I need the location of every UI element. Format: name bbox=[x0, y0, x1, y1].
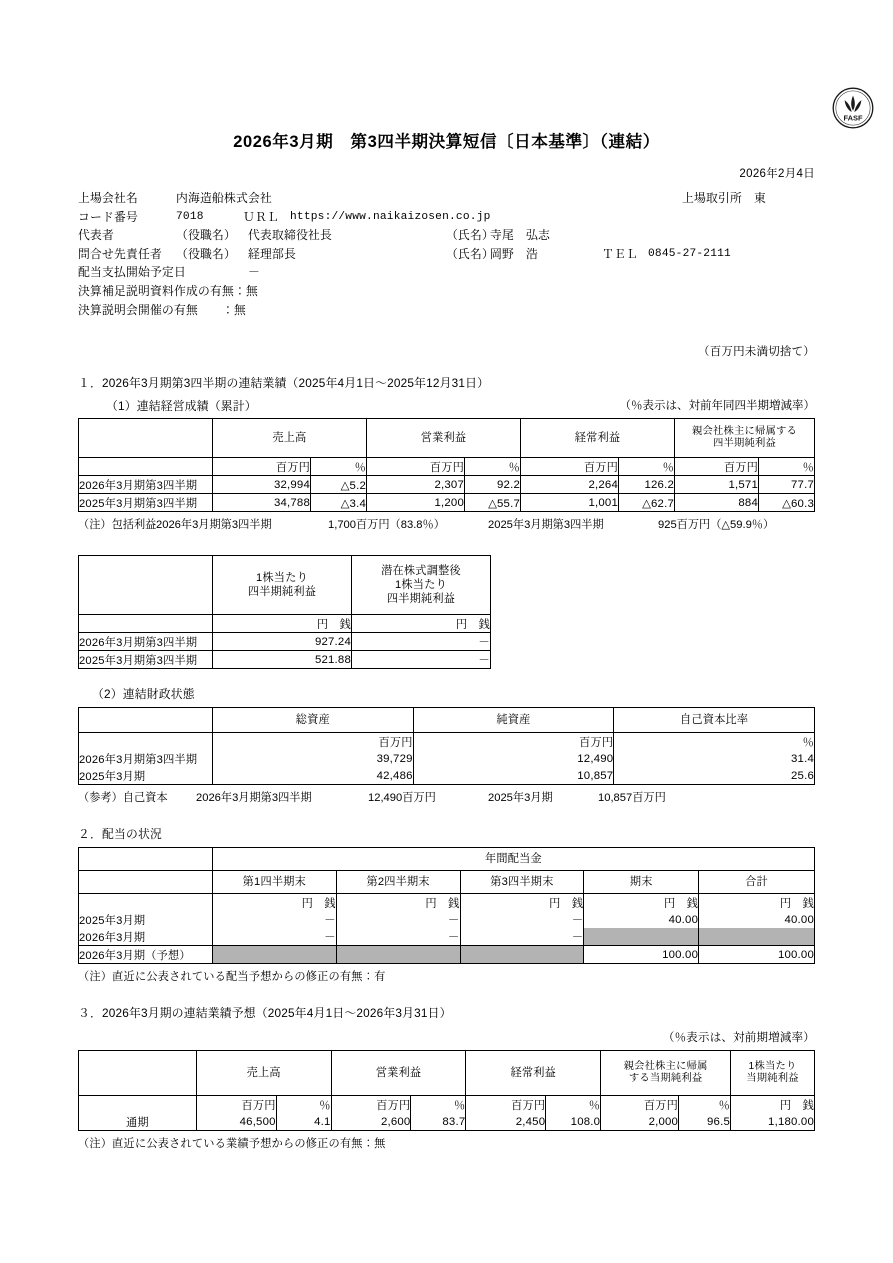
rounding-note: （百万円未満切捨て） bbox=[698, 346, 815, 359]
contact-row bbox=[78, 245, 815, 264]
reference-label: （参考）自己資本 bbox=[78, 792, 168, 805]
cell-value: － bbox=[336, 911, 460, 928]
cell-value: △3.4 bbox=[311, 494, 367, 512]
col-header-operating-income: 営業利益 bbox=[331, 1051, 466, 1096]
corner-cell bbox=[79, 419, 213, 458]
unit-net-assets: 百万円 bbox=[413, 733, 614, 751]
unit-eps: 円 銭 bbox=[731, 1096, 815, 1114]
comprehensive-note-label: （注）包括利益 bbox=[78, 519, 157, 532]
row-label: 2025年3月期第3四半期 bbox=[79, 651, 213, 669]
unit-ord-pct: ％ bbox=[619, 458, 675, 476]
tel-label: ＴＥＬ bbox=[602, 246, 638, 261]
table-header-row bbox=[79, 708, 815, 733]
header-info-block bbox=[78, 189, 815, 319]
representative-name-label: （氏名） bbox=[446, 228, 494, 243]
company-name: 内海造船株式会社 bbox=[176, 191, 272, 205]
unit-equity-ratio: ％ bbox=[614, 733, 815, 751]
col-header-ordinary-income: 経常利益 bbox=[466, 1051, 601, 1096]
briefing-label: 決算説明会開催の有無 ：無 bbox=[78, 302, 246, 317]
corner-cell-2 bbox=[79, 871, 213, 894]
dividend-start-label: 配当支払開始予定日 bbox=[78, 265, 186, 280]
tel-value: 0845-27-2111 bbox=[648, 247, 731, 260]
comprehensive-note-period1: 2026年3月期第3四半期 bbox=[156, 519, 272, 532]
corner-cell bbox=[79, 1051, 197, 1096]
cell-value: 2,600 bbox=[331, 1113, 411, 1131]
briefing-row bbox=[78, 301, 815, 320]
svg-text:FASF: FASF bbox=[843, 113, 863, 123]
table-header-row bbox=[79, 419, 815, 458]
col-header-net-income: 親会社株主に帰属 する当期純利益 bbox=[601, 1051, 731, 1096]
cell-value: 108.0 bbox=[546, 1113, 601, 1131]
cell-value: 92.2 bbox=[465, 476, 521, 494]
representative-label: 代表者 bbox=[78, 228, 114, 243]
unit-row bbox=[79, 1096, 815, 1114]
col-header-total: 合計 bbox=[699, 871, 815, 894]
row-label: 2026年3月期第3四半期 bbox=[79, 750, 213, 767]
table-row bbox=[79, 911, 815, 928]
col-header-total-assets: 総資産 bbox=[212, 708, 413, 733]
comprehensive-note-value2: 925百万円（△59.9％） bbox=[658, 519, 775, 532]
representative-title-label: （役職名） bbox=[176, 228, 236, 243]
cell-value: － bbox=[352, 651, 491, 669]
cell-value: △60.3 bbox=[759, 494, 815, 512]
company-row bbox=[78, 189, 815, 208]
unit-row-label-cell bbox=[79, 615, 213, 633]
unit-row bbox=[79, 894, 815, 912]
section1-subheading-row bbox=[78, 397, 815, 413]
cell-value: 100.00 bbox=[584, 946, 699, 964]
section4-pct-note: （％表示は、対前期増減率） bbox=[662, 1032, 815, 1045]
unit-total: 円 銭 bbox=[699, 894, 815, 912]
row-label: 2025年3月期 bbox=[79, 767, 213, 785]
unit-row bbox=[79, 458, 815, 476]
col-header-sales: 売上高 bbox=[213, 419, 367, 458]
cell-value: 96.5 bbox=[679, 1113, 731, 1131]
cell-value: 46,500 bbox=[196, 1113, 276, 1131]
row-label: 2025年3月期第3四半期 bbox=[79, 494, 213, 512]
cell-value: － bbox=[460, 911, 584, 928]
cell-value: 1,180.00 bbox=[731, 1113, 815, 1131]
col-header-net-assets: 純資産 bbox=[413, 708, 614, 733]
unit-net-yen: 百万円 bbox=[675, 458, 759, 476]
unit-net-yen: 百万円 bbox=[601, 1096, 679, 1114]
representative-row bbox=[78, 226, 815, 245]
supplement-label: 決算補足説明資料作成の有無：無 bbox=[78, 283, 258, 298]
unit-year-end: 円 銭 bbox=[584, 894, 699, 912]
row-label: 2025年3月期 bbox=[79, 911, 213, 928]
comprehensive-note-value1: 1,700百万円（83.8％） bbox=[328, 519, 445, 532]
table-row bbox=[79, 1113, 815, 1131]
eps-table bbox=[78, 555, 491, 669]
company-label: 上場会社名 bbox=[78, 191, 138, 205]
unit-row-label-cell bbox=[79, 894, 213, 912]
cell-value: － bbox=[352, 633, 491, 651]
supplement-row bbox=[78, 282, 815, 301]
cell-value: 521.88 bbox=[213, 651, 352, 669]
page-title: 2026年3月期 第3四半期決算短信〔日本基準〕（連結） bbox=[233, 133, 660, 151]
representative-title: 代表取締役社長 bbox=[248, 228, 332, 243]
unit-op-pct: ％ bbox=[411, 1096, 466, 1114]
row-label: 2026年3月期第3四半期 bbox=[79, 476, 213, 494]
url-label: ＵＲＬ bbox=[243, 209, 279, 224]
dividend-note: （注）直近に公表されている配当予想からの修正の有無：有 bbox=[78, 971, 386, 984]
cell-value: 34,788 bbox=[213, 494, 311, 512]
cell-value: 12,490 bbox=[413, 750, 614, 767]
row-label: 通期 bbox=[79, 1113, 197, 1131]
unit-q1: 円 銭 bbox=[212, 894, 336, 912]
cell-value: 25.6 bbox=[614, 767, 815, 785]
unit-ord-yen: 百万円 bbox=[466, 1096, 546, 1114]
forecast-note: （注）直近に公表されている業績予想からの修正の有無：無 bbox=[78, 1138, 386, 1151]
table-row bbox=[79, 946, 815, 964]
col-header-eps: 1株当たり 四半期純利益 bbox=[213, 556, 352, 615]
reference-value1: 12,490百万円 bbox=[368, 792, 436, 805]
reference-value2: 10,857百万円 bbox=[598, 792, 666, 805]
cell-value: 2,307 bbox=[367, 476, 465, 494]
row-label: 2026年3月期 bbox=[79, 928, 213, 946]
cell-value: 4.1 bbox=[276, 1113, 331, 1131]
cell-value: 2,450 bbox=[466, 1113, 546, 1131]
cell-value: 927.24 bbox=[213, 633, 352, 651]
cell-value: 10,857 bbox=[413, 767, 614, 785]
cell-value: 126.2 bbox=[619, 476, 675, 494]
section1-subheading: （1）連結経営成績（累計） bbox=[106, 399, 257, 414]
forecast-table bbox=[78, 1050, 815, 1131]
unit-q2: 円 銭 bbox=[336, 894, 460, 912]
cell-value: 2,000 bbox=[601, 1113, 679, 1131]
unit-ord-pct: ％ bbox=[546, 1096, 601, 1114]
table-row bbox=[79, 476, 815, 494]
cell-value: 83.7 bbox=[411, 1113, 466, 1131]
contact-name: 岡野 浩 bbox=[490, 246, 538, 261]
cell-value: 884 bbox=[675, 494, 759, 512]
cell-value: － bbox=[336, 928, 460, 946]
table-row bbox=[79, 750, 815, 767]
col-header-net-income: 親会社株主に帰属する 四半期純利益 bbox=[675, 419, 815, 458]
col-header-equity-ratio: 自己資本比率 bbox=[614, 708, 815, 733]
table-row bbox=[79, 633, 491, 651]
cell-value: △5.2 bbox=[311, 476, 367, 494]
cell-value: 31.4 bbox=[614, 750, 815, 767]
corner-cell bbox=[79, 556, 213, 615]
cell-value: 40.00 bbox=[699, 911, 815, 928]
financial-position-table bbox=[78, 707, 815, 785]
dividend-start-value: － bbox=[248, 265, 260, 280]
cell-shaded bbox=[584, 928, 699, 946]
corner-cell bbox=[79, 708, 213, 733]
comprehensive-income-note bbox=[78, 516, 815, 532]
table-header-row bbox=[79, 871, 815, 894]
unit-sales-pct: ％ bbox=[311, 458, 367, 476]
reference-period1: 2026年3月期第3四半期 bbox=[196, 792, 312, 805]
cell-value: － bbox=[460, 928, 584, 946]
cell-value: 1,001 bbox=[521, 494, 619, 512]
cell-shaded bbox=[212, 946, 336, 964]
unit-sales-pct: ％ bbox=[276, 1096, 331, 1114]
unit-net-pct: ％ bbox=[679, 1096, 731, 1114]
representative-name: 寺尾 弘志 bbox=[490, 228, 550, 243]
table-header-row bbox=[79, 556, 491, 615]
col-header-q3-end: 第3四半期末 bbox=[460, 871, 584, 894]
cell-value: 40.00 bbox=[584, 911, 699, 928]
unit-row-label-cell bbox=[79, 733, 213, 751]
exchange-label: 上場取引所 東 bbox=[682, 191, 766, 205]
url-value[interactable]: https://www.naikaizosen.co.jp bbox=[290, 210, 491, 223]
contact-name-label: （氏名） bbox=[446, 246, 494, 261]
section1-pct-note: （％表示は、対前年同四半期増減率） bbox=[619, 400, 815, 413]
unit-diluted-eps: 円 銭 bbox=[352, 615, 491, 633]
cell-value: 100.00 bbox=[699, 946, 815, 964]
unit-eps: 円 銭 bbox=[213, 615, 352, 633]
cell-value: 32,994 bbox=[213, 476, 311, 494]
col-header-ordinary-income: 経常利益 bbox=[521, 419, 675, 458]
cell-value: － bbox=[212, 928, 336, 946]
dividend-start-row bbox=[78, 263, 815, 282]
col-header-diluted-eps: 潜在株式調整後 1株当たり 四半期純利益 bbox=[352, 556, 491, 615]
equity-reference-note bbox=[78, 789, 815, 805]
cell-value: 77.7 bbox=[759, 476, 815, 494]
col-header-q1-end: 第1四半期末 bbox=[212, 871, 336, 894]
col-header-q2-end: 第2四半期末 bbox=[336, 871, 460, 894]
cell-value: 1,571 bbox=[675, 476, 759, 494]
unit-row bbox=[79, 733, 815, 751]
unit-total-assets: 百万円 bbox=[212, 733, 413, 751]
cell-value: 42,486 bbox=[212, 767, 413, 785]
unit-sales-yen: 百万円 bbox=[196, 1096, 276, 1114]
col-header-year-end: 期末 bbox=[584, 871, 699, 894]
table-header-row bbox=[79, 1051, 815, 1096]
unit-net-pct: ％ bbox=[759, 458, 815, 476]
unit-op-yen: 百万円 bbox=[331, 1096, 411, 1114]
col-header-annual-dividend: 年間配当金 bbox=[212, 848, 814, 871]
code-row bbox=[78, 208, 815, 227]
table-header-row-group bbox=[79, 848, 815, 871]
corner-cell bbox=[79, 848, 213, 871]
contact-title: 経理部長 bbox=[248, 246, 296, 261]
unit-op-yen: 百万円 bbox=[367, 458, 465, 476]
table-row bbox=[79, 651, 491, 669]
unit-ord-yen: 百万円 bbox=[521, 458, 619, 476]
table-row bbox=[79, 928, 815, 946]
cell-value: 1,200 bbox=[367, 494, 465, 512]
unit-row bbox=[79, 615, 491, 633]
cell-shaded bbox=[336, 946, 460, 964]
unit-row-label-cell bbox=[79, 458, 213, 476]
unit-row-label-cell bbox=[79, 1096, 197, 1114]
contact-label: 問合せ先責任者 bbox=[78, 246, 162, 261]
section1-heading: １．2026年3月期第3四半期の連結業績（2025年4月1日～2025年12月31日） bbox=[78, 376, 490, 391]
row-label: 2026年3月期（予想） bbox=[79, 946, 213, 964]
code-label: コード番号 bbox=[78, 209, 138, 224]
section4-heading: ３．2026年3月期の連結業績予想（2025年4月1日～2026年3月31日） bbox=[78, 1006, 452, 1021]
unit-q3: 円 銭 bbox=[460, 894, 584, 912]
cell-value: － bbox=[212, 911, 336, 928]
reference-period2: 2025年3月期 bbox=[488, 792, 553, 805]
contact-title-label: （役職名） bbox=[176, 246, 236, 261]
cell-shaded bbox=[460, 946, 584, 964]
comprehensive-note-period2: 2025年3月期第3四半期 bbox=[488, 519, 604, 532]
table-row bbox=[79, 767, 815, 785]
unit-op-pct: ％ bbox=[465, 458, 521, 476]
document-date: 2026年2月4日 bbox=[739, 168, 815, 180]
table-row bbox=[79, 494, 815, 512]
consolidated-results-table bbox=[78, 418, 815, 512]
fasf-logo bbox=[831, 86, 875, 130]
dividend-table bbox=[78, 847, 815, 964]
col-header-eps: 1株当たり 当期純利益 bbox=[731, 1051, 815, 1096]
section3-heading: ２．配当の状況 bbox=[78, 827, 162, 842]
cell-value: 2,264 bbox=[521, 476, 619, 494]
cell-value: △55.7 bbox=[465, 494, 521, 512]
code-value: 7018 bbox=[176, 210, 204, 223]
unit-sales-yen: 百万円 bbox=[213, 458, 311, 476]
row-label: 2026年3月期第3四半期 bbox=[79, 633, 213, 651]
cell-value: 39,729 bbox=[212, 750, 413, 767]
cell-value: △62.7 bbox=[619, 494, 675, 512]
col-header-sales: 売上高 bbox=[196, 1051, 331, 1096]
cell-shaded bbox=[699, 928, 815, 946]
col-header-operating-income: 営業利益 bbox=[367, 419, 521, 458]
section2-subheading: （2）連結財政状態 bbox=[92, 687, 195, 702]
